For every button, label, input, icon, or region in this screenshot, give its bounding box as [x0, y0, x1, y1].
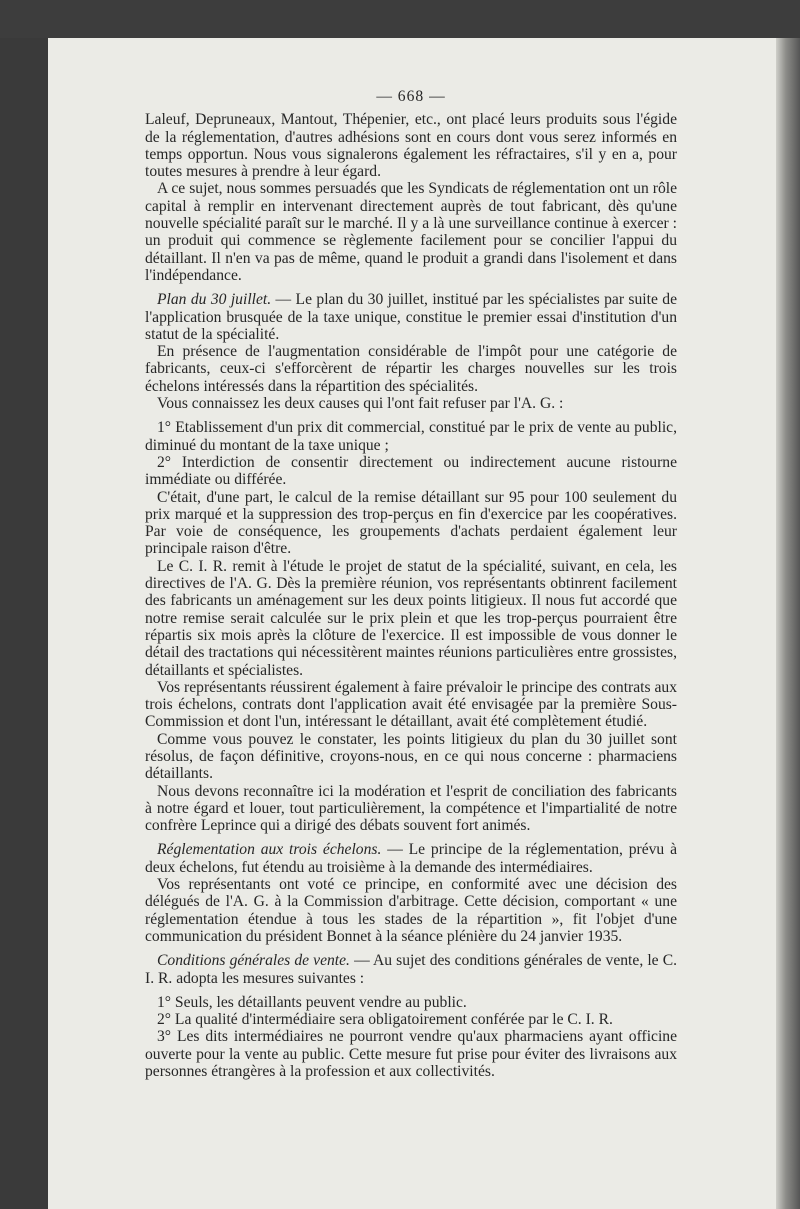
section-heading: Conditions générales de vente.: [157, 952, 350, 970]
page-binding-edge: [776, 38, 800, 1209]
paragraph: [145, 994, 677, 1011]
paragraph-text: Nous devons reconnaître ici la modération et l'esprit de conciliation des fabricants à notre égard et louer, tout particulièrement, la compétence et l'impartialité de notre confrère Leprince qui a dirigé des débats souvent fort animés.: [145, 782, 677, 835]
page-number: — 668 —: [376, 88, 446, 105]
section-heading: Réglementation aux trois échelons.: [157, 841, 382, 859]
paragraph-text: 1° Seuls, les détaillants peuvent vendre au public.: [157, 993, 467, 1011]
paragraph-text: Vous connaissez les deux causes qui l'ont fait refuser par l'A. G. :: [157, 395, 564, 413]
paragraph: [145, 558, 677, 679]
paragraph: [145, 454, 677, 489]
paragraph-text: Laleuf, Depruneaux, Mantout, Thépenier, etc., ont placé leurs produits sous l'égide de la réglementation, d'autres adhésions sont en cours dont vous serez informés en temps opportun. Nous vous signalerons également les réfractaires, s'il y en a, pour toutes mesures à prendre à leur égard.: [145, 111, 677, 181]
paragraph: [145, 876, 677, 945]
page-content: [145, 88, 677, 1080]
section-paragraph: [145, 291, 677, 343]
paragraph-text: — Le principe de la réglementation, prévu à deux échelons, fut étendu au troisième à la demande des intermédiaires.: [145, 841, 677, 876]
paragraph: [145, 679, 677, 731]
paragraph: [145, 1011, 677, 1028]
section-heading: Plan du 30 juillet.: [157, 291, 272, 309]
paragraph: [145, 419, 677, 454]
paragraph-text: Comme vous pouvez le constater, les points litigieux du plan du 30 juillet sont résolus, de façon définitive, croyons-nous, en ce qui nous concerne : pharmaciens détaillants.: [145, 730, 677, 783]
paragraph-text: En présence de l'augmentation considérable de l'impôt pour une catégorie de fabricants, ceux-ci s'efforcèrent de répartir les charges nouvelles sur les trois échelons intéressés dans la répartition des spécialités.: [145, 343, 677, 395]
scan-top-border: [0, 0, 800, 38]
paragraph-text: — Au sujet des conditions générales de vente, le C. I. R. adopta les mesures suivantes :: [145, 952, 678, 987]
paragraph: [145, 395, 677, 412]
paragraph: [145, 180, 677, 284]
paragraph-text: 2° Interdiction de consentir directement ou indirectement aucune ristourne immédiate ou différée.: [145, 453, 677, 489]
body-text: [145, 111, 677, 1080]
paragraph: [145, 489, 677, 558]
paragraph-text: A ce sujet, nous sommes persuadés que les Syndicats de réglementation ont un rôle capital à remplir en intervenant directement auprès de tout fabricant, dès qu'une nouvelle spécialité paraît sur le marché. Il y a là une surveillance continue à exercer : un produit qui commence se règlemente facilement pour se concilier l'appui du détaillant. Il n'en va pas de même, quand le produit a grandi dans l'isolement et dans l'indépendance.: [145, 180, 677, 284]
paragraph-text: Vos représentants réussirent également à faire prévaloir le principe des contrats aux trois échelons, contrats dont l'application avait été envisagée par la première Sous-Commission et dont l'un, intéressant le détaillant, avait été complètement étudié.: [145, 678, 677, 731]
paragraph-text: Vos représentants ont voté ce principe, en conformité avec une décision des délégués de l'A. G. à la Commission d'arbitrage. Cette décision, comportant « une réglementation étendue à tous les stades de la répartition », fit l'objet d'une communication du président Bonnet à la séance plénière du 24 janvier 1935.: [145, 876, 677, 945]
paragraph-text: C'était, d'une part, le calcul de la remise détaillant sur 95 pour 100 seulement du prix marqué et la suppression des trop-perçus en fin d'exercice par les coopératives. Par voie de conséquence, les groupements d'achats perdaient également leur principale raison d'être.: [145, 488, 677, 558]
paragraph-text: 1° Etablissement d'un prix dit commercial, constitué par le prix de vente au public, diminué du montant de la taxe unique ;: [145, 419, 677, 454]
paragraph-text: 3° Les dits intermédiaires ne pourront vendre qu'aux pharmaciens ayant officine ouverte pour la vente au public. Cette mesure fut prise pour éviter des livraisons aux personnes étrangères à la profession et aux collectivités.: [145, 1028, 677, 1081]
paragraph: [145, 111, 677, 180]
paragraph: [145, 1028, 677, 1080]
section-paragraph: [145, 952, 677, 987]
paragraph: [145, 783, 677, 835]
section-paragraph: [145, 841, 677, 876]
paragraph-text: — Le plan du 30 juillet, institué par les spécialistes par suite de l'application brusquée de la taxe unique, constitue le premier essai d'institution d'un statut de la spécialité.: [145, 291, 677, 343]
paragraph-text: Le C. I. R. remit à l'étude le projet de statut de la spécialité, suivant, en cela, les directives de l'A. G. Dès la première réunion, vos représentants obtinrent facilement des fabricants un aménagement sur les deux points litigieux. Il nous fut accordé que notre remise serait calculée sur le prix plein et que les trop-perçus pourraient être répartis six mois après la clôture de l'exercice. Il est impossible de vous donner le détail des tractations qui nécessitèrent maintes réunions particulières entre grossistes, détaillants et spécialistes.: [145, 557, 677, 679]
paragraph-text: 2° La qualité d'intermédiaire sera obligatoirement conférée par le C. I. R.: [157, 1011, 613, 1029]
paragraph: [145, 731, 677, 783]
paragraph: [145, 343, 677, 395]
